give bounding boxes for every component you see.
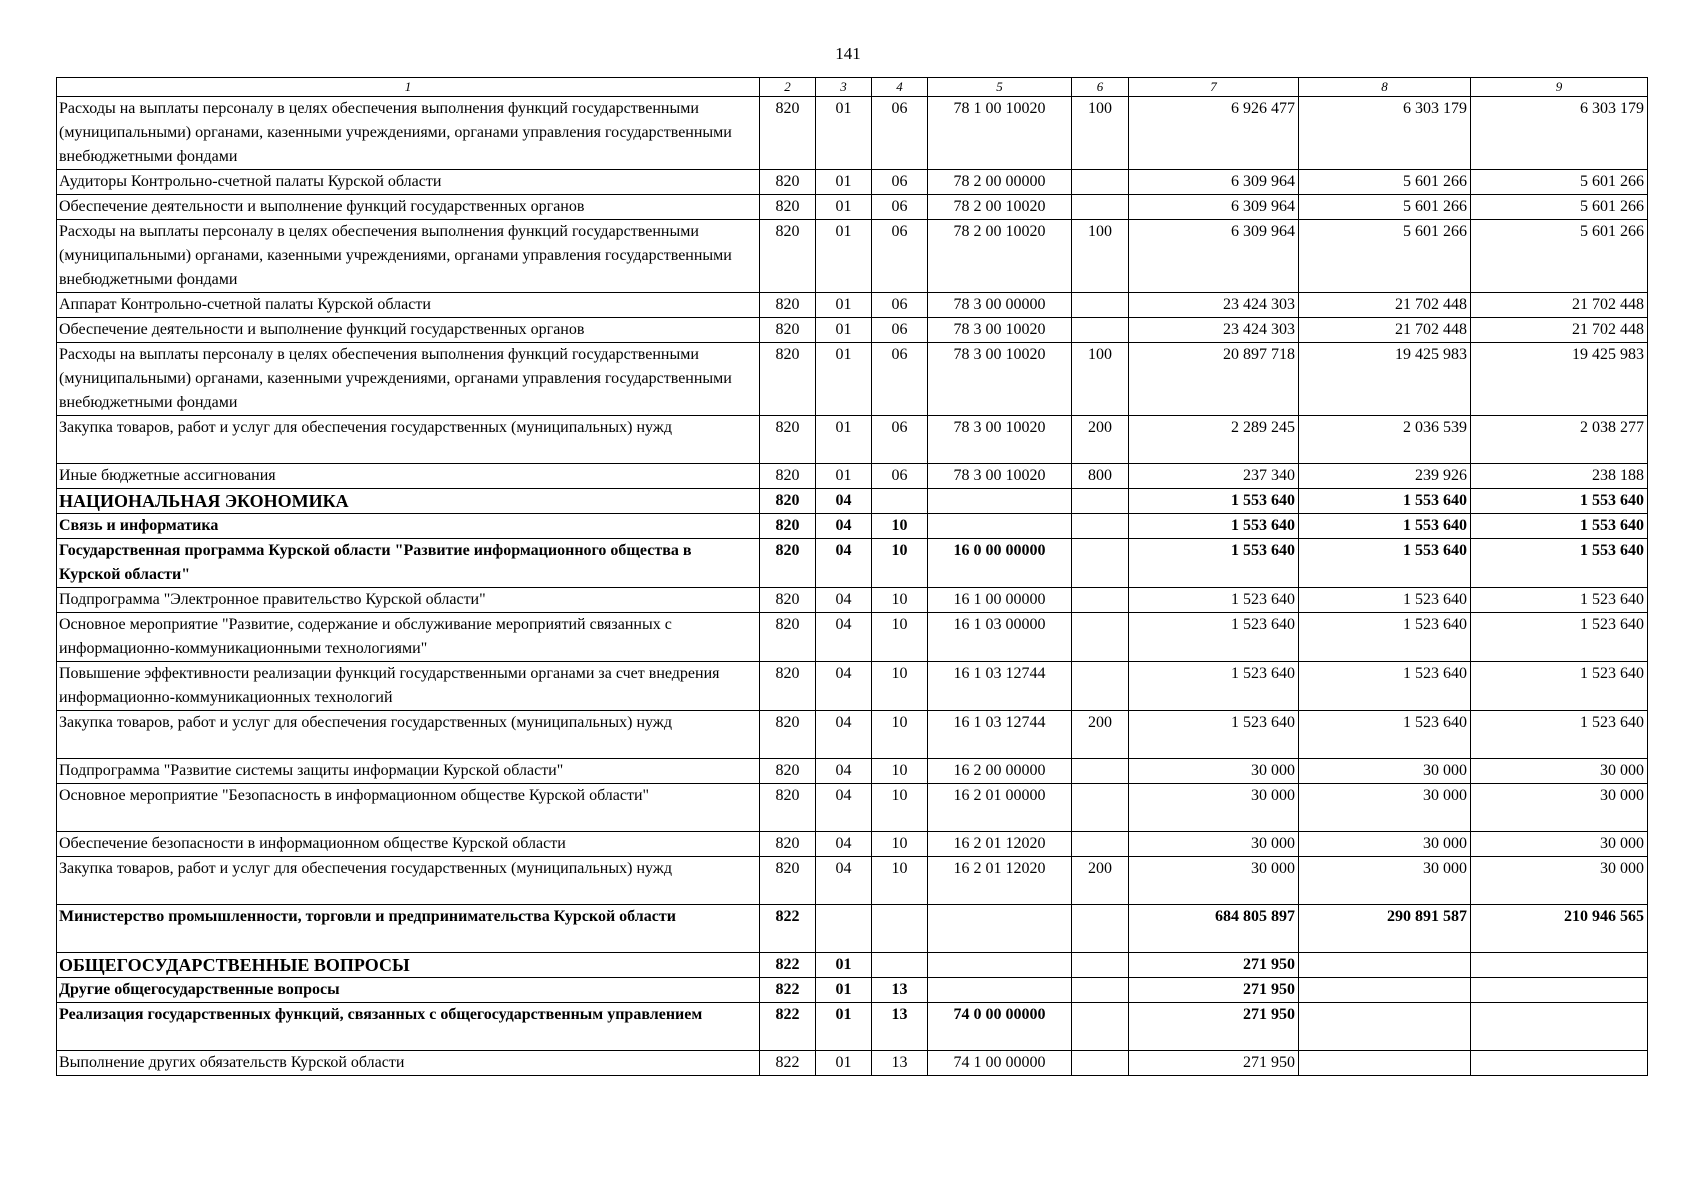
ministry-code-cell: 820 [760,662,816,711]
amount-col8-cell: 239 926 [1299,464,1471,489]
subsection-code-cell: 06 [872,343,928,416]
amount-col7-cell: 30 000 [1129,784,1299,832]
row-name-cell: Реализация государственных функций, связанных с общегосударственным управлением [57,1003,760,1051]
subsection-code-cell: 13 [872,1003,928,1051]
table-row [57,759,1648,784]
table-row [57,195,1648,220]
section-code-cell: 01 [816,220,872,293]
expense-type-cell [1072,539,1129,588]
subsection-code-cell: 06 [872,195,928,220]
subsection-code-cell: 06 [872,318,928,343]
amount-col9-cell [1471,953,1648,978]
subsection-code-cell: 13 [872,1051,928,1076]
amount-col9-cell: 30 000 [1471,784,1648,832]
amount-col7-cell: 2 289 245 [1129,416,1299,464]
section-code-cell: 01 [816,318,872,343]
expense-type-cell: 800 [1072,464,1129,489]
section-code-cell: 04 [816,832,872,857]
section-code-cell: 01 [816,464,872,489]
amount-col7-cell: 271 950 [1129,978,1299,1003]
table-row [57,97,1648,170]
table-row [57,832,1648,857]
amount-col7-cell: 1 523 640 [1129,711,1299,759]
row-name-cell: ОБЩЕГОСУДАРСТВЕННЫЕ ВОПРОСЫ [57,953,760,978]
amount-col9-cell: 6 303 179 [1471,97,1648,170]
table-row [57,514,1648,539]
amount-col8-cell: 30 000 [1299,832,1471,857]
amount-col9-cell: 1 523 640 [1471,711,1648,759]
amount-col9-cell: 238 188 [1471,464,1648,489]
table-row [57,464,1648,489]
row-name-cell: Подпрограмма "Развитие системы защиты информации Курской области" [57,759,760,784]
amount-col8-cell: 30 000 [1299,784,1471,832]
target-article-cell: 78 3 00 10020 [928,464,1072,489]
table-row [57,1003,1648,1051]
section-code-cell: 04 [816,588,872,613]
amount-col7-cell: 237 340 [1129,464,1299,489]
target-article-cell: 16 2 01 12020 [928,832,1072,857]
table-row [57,293,1648,318]
amount-col7-cell: 30 000 [1129,759,1299,784]
row-name-cell: НАЦИОНАЛЬНАЯ ЭКОНОМИКА [57,489,760,514]
header-cell: 9 [1471,78,1648,97]
amount-col8-cell: 6 303 179 [1299,97,1471,170]
header-cell: 6 [1072,78,1129,97]
amount-col7-cell: 20 897 718 [1129,343,1299,416]
target-article-cell: 78 2 00 10020 [928,220,1072,293]
amount-col7-cell: 6 309 964 [1129,195,1299,220]
row-name-cell: Расходы на выплаты персоналу в целях обеспечения выполнения функций государственными (муниципальными) органами, казенными учреждениями, органами управления государственными внебюджетными фондами [57,220,760,293]
target-article-cell [928,978,1072,1003]
expense-type-cell [1072,293,1129,318]
amount-col8-cell: 5 601 266 [1299,220,1471,293]
section-code-cell: 04 [816,514,872,539]
subsection-code-cell: 10 [872,832,928,857]
amount-col8-cell [1299,1003,1471,1051]
amount-col9-cell: 1 553 640 [1471,514,1648,539]
ministry-code-cell: 820 [760,613,816,662]
amount-col7-cell: 1 523 640 [1129,662,1299,711]
row-name-cell: Министерство промышленности, торговли и предпринимательства Курской области [57,905,760,953]
table-row [57,220,1648,293]
row-name-cell: Расходы на выплаты персоналу в целях обеспечения выполнения функций государственными (муниципальными) органами, казенными учреждениями, органами управления государственными внебюджетными фондами [57,97,760,170]
section-code-cell: 01 [816,953,872,978]
amount-col8-cell: 1 523 640 [1299,613,1471,662]
expense-type-cell [1072,318,1129,343]
row-name-cell: Связь и информатика [57,514,760,539]
amount-col9-cell: 1 523 640 [1471,662,1648,711]
ministry-code-cell: 820 [760,711,816,759]
amount-col7-cell: 271 950 [1129,953,1299,978]
table-row [57,613,1648,662]
row-name-cell: Подпрограмма "Электронное правительство Курской области" [57,588,760,613]
expense-type-cell: 200 [1072,857,1129,905]
row-name-cell: Основное мероприятие "Развитие, содержание и обслуживание мероприятий связанных с информационно-коммуникационными технологиями" [57,613,760,662]
amount-col8-cell: 5 601 266 [1299,170,1471,195]
amount-col7-cell: 6 926 477 [1129,97,1299,170]
table-row [57,784,1648,832]
amount-col7-cell: 30 000 [1129,857,1299,905]
amount-col9-cell [1471,1003,1648,1051]
subsection-code-cell: 10 [872,662,928,711]
section-code-cell: 01 [816,1051,872,1076]
ministry-code-cell: 820 [760,170,816,195]
amount-col7-cell: 1 523 640 [1129,588,1299,613]
amount-col9-cell: 5 601 266 [1471,170,1648,195]
table-row [57,588,1648,613]
expense-type-cell [1072,170,1129,195]
target-article-cell: 74 1 00 00000 [928,1051,1072,1076]
amount-col8-cell: 21 702 448 [1299,293,1471,318]
amount-col8-cell: 1 553 640 [1299,539,1471,588]
section-code-cell [816,905,872,953]
section-code-cell: 04 [816,857,872,905]
table-row [57,343,1648,416]
expense-type-cell: 100 [1072,97,1129,170]
target-article-cell: 78 3 00 00000 [928,293,1072,318]
subsection-code-cell: 06 [872,416,928,464]
ministry-code-cell: 820 [760,489,816,514]
target-article-cell: 16 2 01 12020 [928,857,1072,905]
ministry-code-cell: 820 [760,588,816,613]
subsection-code-cell: 10 [872,711,928,759]
expense-type-cell [1072,953,1129,978]
row-name-cell: Закупка товаров, работ и услуг для обеспечения государственных (муниципальных) нужд [57,857,760,905]
ministry-code-cell: 822 [760,1051,816,1076]
expense-type-cell [1072,662,1129,711]
row-name-cell: Иные бюджетные ассигнования [57,464,760,489]
header-cell: 1 [57,78,760,97]
section-code-cell: 01 [816,416,872,464]
amount-col7-cell: 23 424 303 [1129,293,1299,318]
amount-col8-cell: 1 553 640 [1299,489,1471,514]
amount-col7-cell: 271 950 [1129,1003,1299,1051]
row-name-cell: Другие общегосударственные вопросы [57,978,760,1003]
expense-type-cell [1072,514,1129,539]
row-name-cell: Закупка товаров, работ и услуг для обеспечения государственных (муниципальных) нужд [57,416,760,464]
amount-col8-cell: 30 000 [1299,759,1471,784]
target-article-cell: 78 2 00 10020 [928,195,1072,220]
expense-type-cell: 200 [1072,711,1129,759]
amount-col9-cell [1471,1051,1648,1076]
expense-type-cell [1072,613,1129,662]
expense-type-cell [1072,588,1129,613]
amount-col8-cell: 5 601 266 [1299,195,1471,220]
amount-col9-cell [1471,978,1648,1003]
amount-col9-cell: 5 601 266 [1471,220,1648,293]
subsection-code-cell: 10 [872,857,928,905]
amount-col8-cell: 30 000 [1299,857,1471,905]
amount-col7-cell: 1 553 640 [1129,514,1299,539]
row-name-cell: Основное мероприятие "Безопасность в информационном обществе Курской области" [57,784,760,832]
table-row [57,318,1648,343]
section-code-cell: 01 [816,195,872,220]
table-row [57,662,1648,711]
ministry-code-cell: 820 [760,318,816,343]
amount-col7-cell: 23 424 303 [1129,318,1299,343]
expense-type-cell [1072,1051,1129,1076]
expense-type-cell [1072,759,1129,784]
amount-col9-cell: 30 000 [1471,832,1648,857]
target-article-cell: 78 3 00 10020 [928,343,1072,416]
amount-col8-cell: 1 553 640 [1299,514,1471,539]
subsection-code-cell [872,953,928,978]
page-number: 141 [835,44,861,63]
expense-type-cell [1072,195,1129,220]
amount-col9-cell: 30 000 [1471,759,1648,784]
header-cell: 4 [872,78,928,97]
subsection-code-cell: 10 [872,514,928,539]
section-code-cell: 04 [816,662,872,711]
amount-col9-cell: 30 000 [1471,857,1648,905]
row-name-cell: Обеспечение деятельности и выполнение функций государственных органов [57,195,760,220]
ministry-code-cell: 820 [760,514,816,539]
ministry-code-cell: 820 [760,343,816,416]
table-body [57,78,1648,1076]
table-row [57,978,1648,1003]
subsection-code-cell [872,905,928,953]
amount-col7-cell: 684 805 897 [1129,905,1299,953]
table-row [57,711,1648,759]
subsection-code-cell: 06 [872,293,928,318]
amount-col7-cell: 271 950 [1129,1051,1299,1076]
target-article-cell: 78 1 00 10020 [928,97,1072,170]
subsection-code-cell: 10 [872,613,928,662]
row-name-cell: Повышение эффективности реализации функций государственными органами за счет внедрения информационно-коммуникационных технологий [57,662,760,711]
ministry-code-cell: 820 [760,97,816,170]
expense-type-cell [1072,489,1129,514]
table-row [57,489,1648,514]
target-article-cell [928,953,1072,978]
subsection-code-cell: 06 [872,170,928,195]
amount-col8-cell: 19 425 983 [1299,343,1471,416]
subsection-code-cell: 10 [872,784,928,832]
amount-col8-cell [1299,978,1471,1003]
subsection-code-cell: 10 [872,539,928,588]
amount-col9-cell: 2 038 277 [1471,416,1648,464]
ministry-code-cell: 820 [760,293,816,318]
ministry-code-cell: 820 [760,759,816,784]
target-article-cell: 16 1 03 00000 [928,613,1072,662]
subsection-code-cell [872,489,928,514]
amount-col7-cell: 1 523 640 [1129,613,1299,662]
expense-type-cell [1072,905,1129,953]
section-code-cell: 01 [816,97,872,170]
amount-col8-cell: 1 523 640 [1299,711,1471,759]
section-code-cell: 01 [816,170,872,195]
header-cell: 5 [928,78,1072,97]
amount-col8-cell: 1 523 640 [1299,662,1471,711]
header-cell: 3 [816,78,872,97]
subsection-code-cell: 10 [872,588,928,613]
section-code-cell: 01 [816,978,872,1003]
amount-col7-cell: 1 553 640 [1129,489,1299,514]
amount-col9-cell: 19 425 983 [1471,343,1648,416]
expense-type-cell [1072,978,1129,1003]
row-name-cell: Расходы на выплаты персоналу в целях обеспечения выполнения функций государственными (муниципальными) органами, казенными учреждениями, органами управления государственными внебюджетными фондами [57,343,760,416]
row-name-cell: Аудиторы Контрольно-счетной палаты Курской области [57,170,760,195]
section-code-cell: 04 [816,539,872,588]
header-cell: 8 [1299,78,1471,97]
ministry-code-cell: 822 [760,978,816,1003]
table-row [57,1051,1648,1076]
expense-type-cell: 100 [1072,343,1129,416]
table-row [57,953,1648,978]
subsection-code-cell: 06 [872,220,928,293]
amount-col9-cell: 1 523 640 [1471,588,1648,613]
amount-col7-cell: 6 309 964 [1129,220,1299,293]
amount-col8-cell: 290 891 587 [1299,905,1471,953]
amount-col7-cell: 6 309 964 [1129,170,1299,195]
target-article-cell [928,514,1072,539]
amount-col8-cell: 1 523 640 [1299,588,1471,613]
expense-type-cell: 100 [1072,220,1129,293]
amount-col9-cell: 1 553 640 [1471,539,1648,588]
table-row [57,416,1648,464]
target-article-cell: 78 2 00 00000 [928,170,1072,195]
section-code-cell: 01 [816,293,872,318]
subsection-code-cell: 10 [872,759,928,784]
target-article-cell: 16 0 00 00000 [928,539,1072,588]
table-row [57,905,1648,953]
section-code-cell: 04 [816,784,872,832]
section-code-cell: 01 [816,343,872,416]
amount-col7-cell: 30 000 [1129,832,1299,857]
row-name-cell: Закупка товаров, работ и услуг для обеспечения государственных (муниципальных) нужд [57,711,760,759]
ministry-code-cell: 820 [760,832,816,857]
amount-col8-cell [1299,1051,1471,1076]
expense-type-cell [1072,1003,1129,1051]
subsection-code-cell: 13 [872,978,928,1003]
header-row [57,78,1648,97]
ministry-code-cell: 820 [760,784,816,832]
target-article-cell: 16 2 01 00000 [928,784,1072,832]
expense-type-cell: 200 [1072,416,1129,464]
section-code-cell: 04 [816,613,872,662]
table-row [57,539,1648,588]
section-code-cell: 04 [816,759,872,784]
row-name-cell: Обеспечение безопасности в информационном обществе Курской области [57,832,760,857]
section-code-cell: 04 [816,489,872,514]
section-code-cell: 04 [816,711,872,759]
ministry-code-cell: 822 [760,905,816,953]
amount-col8-cell: 21 702 448 [1299,318,1471,343]
target-article-cell: 78 3 00 10020 [928,416,1072,464]
amount-col9-cell: 21 702 448 [1471,293,1648,318]
target-article-cell: 16 1 03 12744 [928,711,1072,759]
header-cell: 2 [760,78,816,97]
amount-col8-cell [1299,953,1471,978]
amount-col9-cell: 21 702 448 [1471,318,1648,343]
subsection-code-cell: 06 [872,464,928,489]
amount-col9-cell: 5 601 266 [1471,195,1648,220]
section-code-cell: 01 [816,1003,872,1051]
amount-col9-cell: 1 523 640 [1471,613,1648,662]
ministry-code-cell: 820 [760,195,816,220]
ministry-code-cell: 820 [760,857,816,905]
target-article-cell [928,489,1072,514]
header-cell: 7 [1129,78,1299,97]
ministry-code-cell: 820 [760,539,816,588]
target-article-cell [928,905,1072,953]
ministry-code-cell: 822 [760,953,816,978]
ministry-code-cell: 822 [760,1003,816,1051]
target-article-cell: 16 1 03 12744 [928,662,1072,711]
amount-col8-cell: 2 036 539 [1299,416,1471,464]
ministry-code-cell: 820 [760,220,816,293]
target-article-cell: 16 1 00 00000 [928,588,1072,613]
target-article-cell: 16 2 00 00000 [928,759,1072,784]
table-row [57,857,1648,905]
subsection-code-cell: 06 [872,97,928,170]
table-row [57,170,1648,195]
budget-table [56,77,1648,1076]
amount-col7-cell: 1 553 640 [1129,539,1299,588]
target-article-cell: 78 3 00 10020 [928,318,1072,343]
row-name-cell: Обеспечение деятельности и выполнение функций государственных органов [57,318,760,343]
row-name-cell: Выполнение других обязательств Курской области [57,1051,760,1076]
ministry-code-cell: 820 [760,416,816,464]
expense-type-cell [1072,832,1129,857]
amount-col9-cell: 210 946 565 [1471,905,1648,953]
row-name-cell: Государственная программа Курской области "Развитие информационного общества в Курской области" [57,539,760,588]
expense-type-cell [1072,784,1129,832]
target-article-cell: 74 0 00 00000 [928,1003,1072,1051]
amount-col9-cell: 1 553 640 [1471,489,1648,514]
row-name-cell: Аппарат Контрольно-счетной палаты Курской области [57,293,760,318]
ministry-code-cell: 820 [760,464,816,489]
